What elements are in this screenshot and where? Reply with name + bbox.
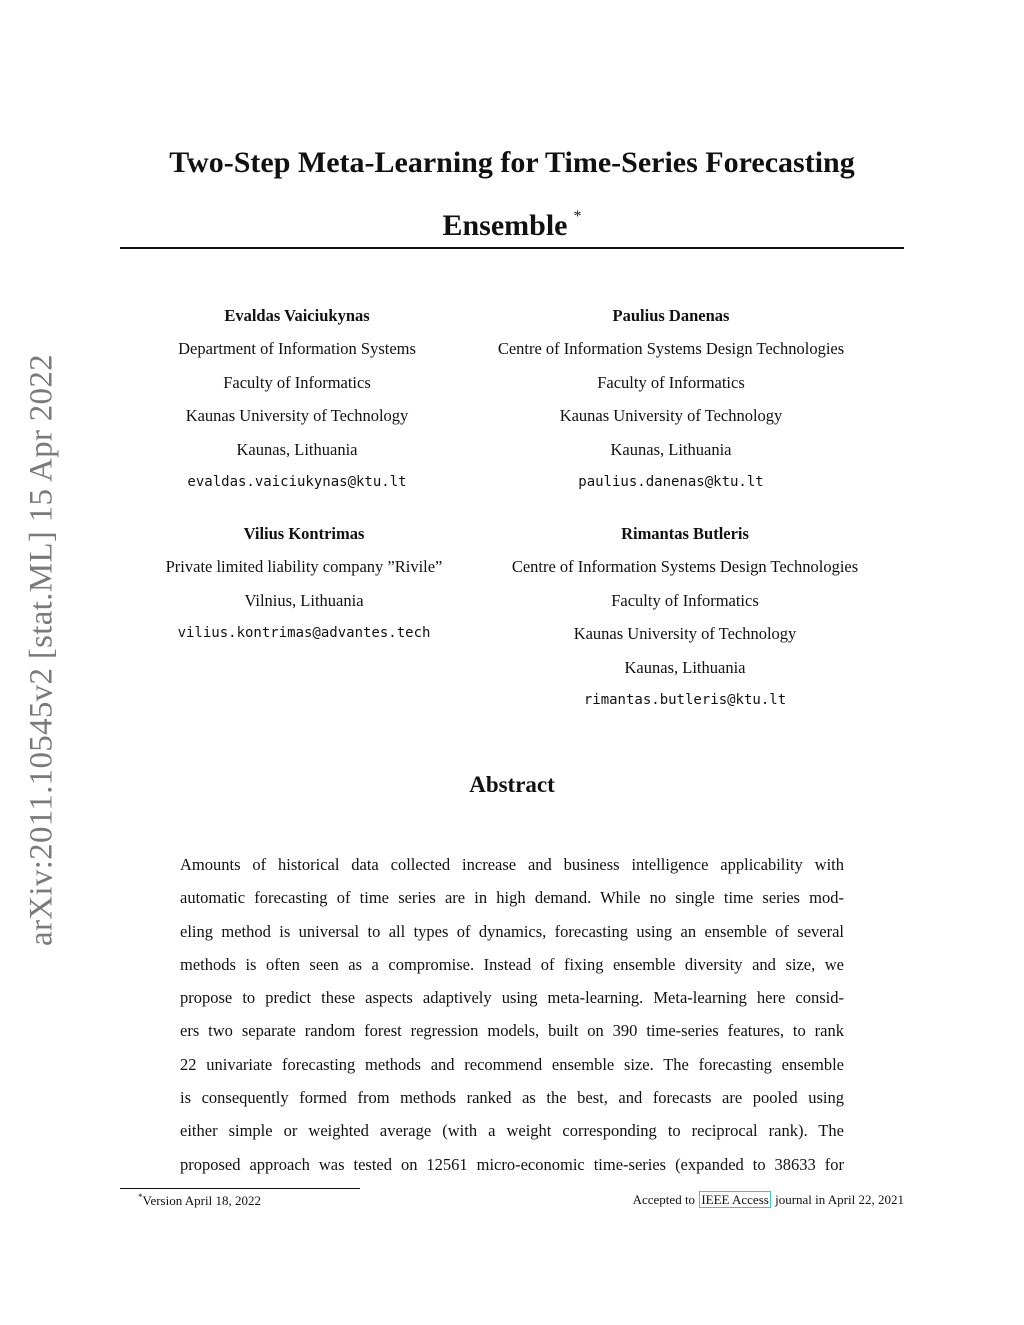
title-footnote-mark[interactable]: * xyxy=(573,208,582,225)
abstract-line: Amounts of historical data collected increase and business intelligence applicability with xyxy=(180,855,844,874)
journal-link[interactable]: IEEE Access xyxy=(701,1192,769,1207)
abstract-line: ers two separate random forest regression models, built on 390 time-series features, to rank xyxy=(180,1021,844,1041)
author-affiliation-line: Faculty of Informatics xyxy=(223,372,371,392)
footnote-text: Version April 18, 2022 xyxy=(142,1193,261,1208)
paper-title-text: Ensemble xyxy=(442,209,568,242)
abstract-line: proposed approach was tested on 12561 micro-economic time-series (expanded to 38633 for xyxy=(180,1154,844,1174)
author-affiliation-line: Department of Information Systems xyxy=(178,339,416,359)
acceptance-note xyxy=(633,1192,904,1208)
author-email[interactable]: paulius.danenas@ktu.lt xyxy=(578,473,764,490)
author-name: Evaldas Vaiciukynas xyxy=(224,306,370,325)
footnote-rule xyxy=(120,1188,360,1189)
abstract-line: automatic forecasting of time series are in high demand. While no single time series mod- xyxy=(180,888,844,908)
author-email[interactable]: rimantas.butleris@ktu.lt xyxy=(583,691,787,708)
author-name: Paulius Danenas xyxy=(612,306,730,325)
author-affiliation-line: Faculty of Informatics xyxy=(611,590,759,610)
author-affiliation-line: Kaunas, Lithuania xyxy=(236,439,358,459)
abstract-heading: Abstract xyxy=(469,772,555,797)
footnote xyxy=(138,1192,261,1209)
abstract-line: is consequently formed from methods ranked as the best, and forecasts are pooled using xyxy=(180,1088,844,1108)
author-affiliation-line: Kaunas University of Technology xyxy=(559,406,783,426)
abstract-line: either simple or weighted average (with a weight corresponding to reciprocal rank). The xyxy=(180,1121,844,1141)
author-block xyxy=(441,299,901,499)
title-rule xyxy=(120,247,904,249)
author-affiliation-line: Centre of Information Systems Design Technologies xyxy=(511,557,859,577)
footnote-mark: * xyxy=(138,1192,143,1202)
author-affiliation-line: Kaunas University of Technology xyxy=(185,406,409,426)
arxiv-identifier-stamp: arXiv:2011.10545v2 [stat.ML] 15 Apr 2022 xyxy=(23,354,60,946)
abstract-line: 22 univariate forecasting methods and recommend ensemble size. The forecasting ensemble xyxy=(180,1054,844,1074)
abstract-line: propose to predict these aspects adaptively using meta-learning. Meta-learning here consid- xyxy=(180,988,844,1008)
acceptance-prefix: Accepted to xyxy=(632,1192,696,1207)
author-email[interactable]: evaldas.vaiciukynas@ktu.lt xyxy=(187,473,407,490)
author-affiliation-line: Private limited liability company ”Rivile” xyxy=(165,557,443,577)
author-affiliation-line: Faculty of Informatics xyxy=(597,372,745,392)
author-name: Rimantas Butleris xyxy=(621,524,749,543)
author-affiliation-line: Kaunas, Lithuania xyxy=(610,439,732,459)
author-email[interactable]: vilius.kontrimas@advantes.tech xyxy=(177,625,431,642)
abstract-line: methods is often seen as a compromise. Instead of fixing ensemble diversity and size, we xyxy=(180,954,844,974)
author-affiliation-line: Kaunas, Lithuania xyxy=(624,657,746,677)
acceptance-suffix: journal in April 22, 2021 xyxy=(775,1192,904,1207)
author-affiliation-line: Vilnius, Lithuania xyxy=(244,590,364,610)
author-affiliation-line: Centre of Information Systems Design Technologies xyxy=(497,339,845,359)
abstract-line: eling method is universal to all types of dynamics, forecasting using an ensemble of several xyxy=(180,921,844,941)
author-affiliation-line: Kaunas University of Technology xyxy=(573,624,797,644)
author-name: Vilius Kontrimas xyxy=(243,524,365,543)
author-block xyxy=(455,517,915,717)
abstract-body xyxy=(180,848,844,1181)
paper-title-line-1: Two-Step Meta-Learning for Time-Series Forecasting xyxy=(169,146,855,179)
paper-title-line-2 xyxy=(120,209,904,241)
